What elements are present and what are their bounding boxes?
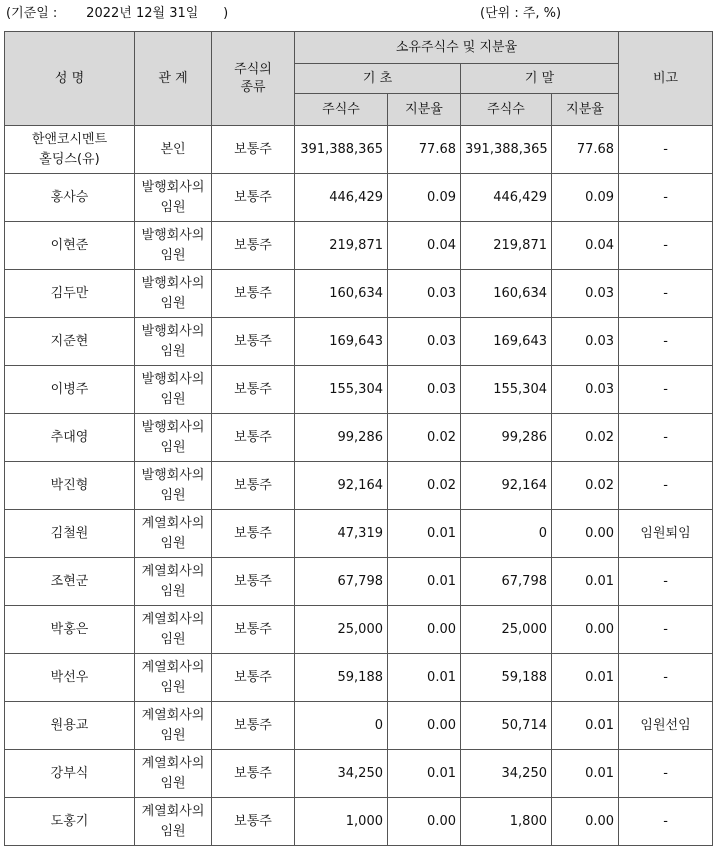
cell-note <box>619 366 713 414</box>
cell-begin-shares-text: 446,429 <box>329 189 383 205</box>
cell-end-ratio <box>552 654 619 702</box>
cell-end-ratio-text: 0.03 <box>585 381 615 397</box>
cell-end-shares <box>461 606 552 654</box>
cell-begin-ratio-text: 0.01 <box>427 525 456 541</box>
cell-stock-type <box>212 270 295 318</box>
cell-end-shares <box>461 702 552 750</box>
cell-begin-shares <box>295 654 388 702</box>
cell-name-text: 이병주 <box>50 381 89 397</box>
cell-end-shares <box>461 270 552 318</box>
cell-name <box>5 558 135 606</box>
cell-end-ratio-text: 0.02 <box>585 477 615 493</box>
cell-end-ratio-text: 0.00 <box>585 621 615 637</box>
cell-end-ratio-text: 0.01 <box>585 669 615 685</box>
table-row <box>5 174 713 222</box>
cell-note <box>619 798 713 846</box>
cell-name-text: 이현준 <box>50 237 89 253</box>
cell-end-shares <box>461 222 552 270</box>
cell-begin-shares-text: 59,188 <box>337 669 383 685</box>
header-stock-type-text: 주식의 종류 <box>234 61 272 95</box>
cell-end-ratio-text: 0.03 <box>585 333 615 349</box>
cell-note <box>619 462 713 510</box>
header-begin-ratio: 지분율 <box>388 94 461 126</box>
cell-stock-type <box>212 606 295 654</box>
cell-end-shares-text: 50,714 <box>501 717 547 733</box>
table-row <box>5 462 713 510</box>
cell-name-text: 지준현 <box>50 333 89 349</box>
cell-begin-ratio <box>388 462 461 510</box>
cell-note-text: - <box>663 381 668 397</box>
cell-name-text: 박홍은 <box>50 621 89 637</box>
cell-end-shares-text: 34,250 <box>501 765 547 781</box>
cell-stock-type-text: 보통주 <box>234 381 272 397</box>
header-ownership-group: 소유주식수 및 지분율 <box>295 32 619 64</box>
cell-stock-type <box>212 318 295 366</box>
cell-end-ratio <box>552 702 619 750</box>
cell-end-shares-text: 59,188 <box>501 669 547 685</box>
cell-begin-ratio <box>388 798 461 846</box>
cell-end-ratio <box>552 606 619 654</box>
cell-note <box>619 510 713 558</box>
cell-begin-shares <box>295 174 388 222</box>
cell-stock-type-text: 보통주 <box>234 765 272 781</box>
cell-begin-ratio-text: 0.01 <box>427 765 456 781</box>
table-row <box>5 798 713 846</box>
cell-stock-type-text: 보통주 <box>234 621 272 637</box>
header-stock-type <box>212 32 295 126</box>
cell-stock-type-text: 보통주 <box>234 525 272 541</box>
cell-end-shares-text: 0 <box>538 525 547 541</box>
cell-end-shares <box>461 510 552 558</box>
cell-relation-text: 계열회사의 임원 <box>141 755 205 791</box>
cell-note <box>619 702 713 750</box>
cell-begin-shares <box>295 126 388 174</box>
cell-name <box>5 654 135 702</box>
cell-begin-shares <box>295 510 388 558</box>
cell-stock-type <box>212 462 295 510</box>
cell-begin-shares <box>295 366 388 414</box>
cell-note-text: - <box>663 141 668 157</box>
cell-relation <box>135 270 212 318</box>
cell-relation-text: 발행회사의 임원 <box>141 323 205 359</box>
cell-name <box>5 174 135 222</box>
cell-begin-ratio <box>388 318 461 366</box>
table-row <box>5 702 713 750</box>
cell-relation-text: 발행회사의 임원 <box>141 179 205 215</box>
header-end: 기 말 <box>461 64 619 94</box>
cell-stock-type <box>212 126 295 174</box>
cell-relation-text: 본인 <box>160 141 186 157</box>
table-row <box>5 126 713 174</box>
cell-note <box>619 654 713 702</box>
cell-relation <box>135 654 212 702</box>
cell-begin-shares <box>295 462 388 510</box>
cell-end-ratio-text: 0.09 <box>585 189 615 205</box>
cell-note <box>619 270 713 318</box>
cell-end-shares <box>461 126 552 174</box>
cell-begin-shares <box>295 558 388 606</box>
cell-begin-shares <box>295 606 388 654</box>
unit-label: (단위 : 주, %) <box>480 6 562 21</box>
cell-note-text: 임원선임 <box>640 717 691 733</box>
cell-begin-ratio-text: 0.03 <box>427 381 456 397</box>
cell-end-ratio-text: 0.01 <box>585 573 615 589</box>
cell-relation <box>135 462 212 510</box>
cell-stock-type-text: 보통주 <box>234 669 272 685</box>
cell-end-shares-text: 391,388,365 <box>465 141 548 157</box>
cell-relation-text: 발행회사의 임원 <box>141 371 205 407</box>
base-date-label: (기준일 : 2022년 12월 31일 ) <box>6 6 229 21</box>
cell-stock-type-text: 보통주 <box>234 429 272 445</box>
cell-begin-shares-text: 1,000 <box>345 813 383 829</box>
cell-begin-shares-text: 25,000 <box>337 621 383 637</box>
cell-begin-shares <box>295 318 388 366</box>
cell-begin-ratio <box>388 702 461 750</box>
cell-name-text: 박진형 <box>50 477 89 493</box>
cell-stock-type <box>212 702 295 750</box>
cell-relation-text: 계열회사의 임원 <box>141 659 205 695</box>
header-name: 성 명 <box>5 32 135 126</box>
table-body <box>5 126 713 846</box>
cell-stock-type <box>212 558 295 606</box>
cell-begin-ratio-text: 77.68 <box>418 141 456 157</box>
cell-name-text: 김두만 <box>50 285 89 301</box>
cell-begin-ratio <box>388 750 461 798</box>
cell-begin-shares-text: 92,164 <box>337 477 383 493</box>
cell-stock-type <box>212 654 295 702</box>
cell-stock-type <box>212 750 295 798</box>
cell-end-shares-text: 155,304 <box>493 381 547 397</box>
cell-begin-ratio <box>388 558 461 606</box>
cell-name-text: 한앤코시멘트 홀딩스(유) <box>31 131 108 167</box>
cell-name <box>5 366 135 414</box>
cell-relation <box>135 798 212 846</box>
cell-name <box>5 798 135 846</box>
cell-name-text: 박선우 <box>50 669 89 685</box>
cell-begin-shares-text: 391,388,365 <box>300 141 383 157</box>
cell-name <box>5 702 135 750</box>
cell-name <box>5 462 135 510</box>
cell-begin-ratio <box>388 366 461 414</box>
header-row-1 <box>5 32 713 64</box>
cell-note <box>619 414 713 462</box>
cell-note-text: - <box>663 333 668 349</box>
cell-end-ratio <box>552 798 619 846</box>
cell-end-shares-text: 25,000 <box>501 621 547 637</box>
cell-end-shares <box>461 318 552 366</box>
header-begin-shares: 주식수 <box>295 94 388 126</box>
cell-end-ratio <box>552 222 619 270</box>
cell-begin-ratio-text: 0.00 <box>427 621 456 637</box>
cell-note-text: - <box>663 237 668 253</box>
cell-end-shares <box>461 366 552 414</box>
cell-name <box>5 750 135 798</box>
cell-begin-shares <box>295 702 388 750</box>
cell-relation <box>135 318 212 366</box>
cell-stock-type <box>212 798 295 846</box>
cell-stock-type-text: 보통주 <box>234 813 272 829</box>
cell-end-shares-text: 219,871 <box>493 237 547 253</box>
cell-name <box>5 126 135 174</box>
cell-relation-text: 계열회사의 임원 <box>141 515 205 551</box>
cell-name <box>5 510 135 558</box>
cell-begin-shares <box>295 750 388 798</box>
cell-begin-ratio <box>388 270 461 318</box>
cell-note <box>619 318 713 366</box>
cell-end-ratio-text: 0.03 <box>585 285 615 301</box>
cell-begin-shares-text: 67,798 <box>337 573 383 589</box>
table-row <box>5 558 713 606</box>
cell-end-shares <box>461 414 552 462</box>
cell-end-shares-text: 99,286 <box>501 429 547 445</box>
cell-end-ratio <box>552 366 619 414</box>
cell-begin-ratio <box>388 222 461 270</box>
table-row <box>5 654 713 702</box>
cell-note <box>619 222 713 270</box>
cell-stock-type-text: 보통주 <box>234 717 272 733</box>
cell-stock-type-text: 보통주 <box>234 189 272 205</box>
cell-begin-ratio-text: 0.00 <box>427 717 456 733</box>
cell-stock-type-text: 보통주 <box>234 573 272 589</box>
cell-stock-type-text: 보통주 <box>234 333 272 349</box>
cell-name <box>5 606 135 654</box>
cell-begin-ratio-text: 0.02 <box>427 477 456 493</box>
cell-relation-text: 발행회사의 임원 <box>141 419 205 455</box>
header-note: 비고 <box>619 32 713 126</box>
cell-begin-shares-text: 0 <box>374 717 383 733</box>
cell-note-text: - <box>663 189 668 205</box>
cell-end-ratio <box>552 558 619 606</box>
cell-relation-text: 계열회사의 임원 <box>141 563 205 599</box>
cell-note <box>619 126 713 174</box>
cell-end-shares-text: 446,429 <box>493 189 547 205</box>
cell-begin-ratio <box>388 174 461 222</box>
cell-begin-ratio <box>388 654 461 702</box>
header-begin: 기 초 <box>295 64 461 94</box>
shareholding-table <box>4 31 713 846</box>
cell-name-text: 홍사승 <box>50 189 89 205</box>
cell-name-text: 도홍기 <box>50 813 89 829</box>
header-end-ratio: 지분율 <box>552 94 619 126</box>
cell-stock-type-text: 보통주 <box>234 141 272 157</box>
cell-relation <box>135 606 212 654</box>
cell-begin-shares-text: 219,871 <box>329 237 383 253</box>
cell-relation-text: 계열회사의 임원 <box>141 803 205 839</box>
cell-end-ratio-text: 0.00 <box>585 525 615 541</box>
cell-begin-shares <box>295 798 388 846</box>
cell-name-text: 추대영 <box>50 429 89 445</box>
cell-note <box>619 750 713 798</box>
cell-begin-shares-text: 99,286 <box>337 429 383 445</box>
cell-begin-ratio-text: 0.01 <box>427 669 456 685</box>
cell-relation <box>135 414 212 462</box>
cell-relation-text: 발행회사의 임원 <box>141 467 205 503</box>
cell-begin-shares-text: 47,319 <box>337 525 383 541</box>
cell-relation-text: 계열회사의 임원 <box>141 707 205 743</box>
cell-stock-type <box>212 510 295 558</box>
cell-end-ratio <box>552 510 619 558</box>
cell-stock-type <box>212 222 295 270</box>
cell-end-ratio-text: 0.01 <box>585 717 615 733</box>
cell-end-ratio <box>552 318 619 366</box>
cell-begin-ratio <box>388 510 461 558</box>
table-row <box>5 510 713 558</box>
cell-name-text: 강부식 <box>50 765 89 781</box>
cell-note-text: - <box>663 285 668 301</box>
table-row <box>5 750 713 798</box>
header-relation: 관 계 <box>135 32 212 126</box>
header-end-shares: 주식수 <box>461 94 552 126</box>
table-row <box>5 270 713 318</box>
cell-end-shares <box>461 174 552 222</box>
table-header <box>5 32 713 126</box>
cell-name <box>5 318 135 366</box>
cell-note <box>619 558 713 606</box>
cell-name <box>5 414 135 462</box>
cell-end-ratio <box>552 462 619 510</box>
cell-begin-shares <box>295 414 388 462</box>
cell-begin-ratio <box>388 126 461 174</box>
cell-note <box>619 606 713 654</box>
cell-end-shares <box>461 558 552 606</box>
table-row <box>5 318 713 366</box>
cell-begin-ratio-text: 0.00 <box>427 813 456 829</box>
cell-begin-shares <box>295 270 388 318</box>
table-row <box>5 414 713 462</box>
cell-relation <box>135 366 212 414</box>
cell-end-ratio <box>552 414 619 462</box>
cell-end-shares <box>461 750 552 798</box>
cell-relation <box>135 558 212 606</box>
cell-relation <box>135 750 212 798</box>
cell-note-text: - <box>663 621 668 637</box>
cell-relation <box>135 222 212 270</box>
cell-begin-ratio-text: 0.01 <box>427 573 456 589</box>
cell-end-shares <box>461 654 552 702</box>
cell-end-shares <box>461 462 552 510</box>
cell-begin-ratio-text: 0.03 <box>427 285 456 301</box>
cell-end-ratio-text: 0.00 <box>585 813 615 829</box>
cell-end-shares-text: 67,798 <box>501 573 547 589</box>
cell-end-shares <box>461 798 552 846</box>
table-row <box>5 606 713 654</box>
cell-name <box>5 270 135 318</box>
cell-stock-type <box>212 174 295 222</box>
cell-end-ratio <box>552 270 619 318</box>
cell-stock-type <box>212 366 295 414</box>
cell-relation-text: 발행회사의 임원 <box>141 275 205 311</box>
cell-begin-ratio <box>388 414 461 462</box>
cell-stock-type-text: 보통주 <box>234 237 272 253</box>
cell-end-shares-text: 169,643 <box>493 333 547 349</box>
cell-end-shares-text: 1,800 <box>509 813 547 829</box>
cell-begin-ratio-text: 0.02 <box>427 429 456 445</box>
cell-note-text: 임원퇴임 <box>640 525 691 541</box>
cell-end-ratio-text: 0.01 <box>585 765 615 781</box>
cell-note <box>619 174 713 222</box>
cell-begin-shares-text: 34,250 <box>337 765 383 781</box>
cell-stock-type-text: 보통주 <box>234 477 272 493</box>
cell-begin-shares <box>295 222 388 270</box>
cell-note-text: - <box>663 813 668 829</box>
cell-begin-ratio-text: 0.03 <box>427 333 456 349</box>
cell-begin-ratio <box>388 606 461 654</box>
cell-end-ratio <box>552 174 619 222</box>
cell-note-text: - <box>663 429 668 445</box>
cell-begin-ratio-text: 0.09 <box>427 189 456 205</box>
cell-begin-shares-text: 169,643 <box>329 333 383 349</box>
cell-end-ratio-text: 77.68 <box>576 141 615 157</box>
cell-stock-type-text: 보통주 <box>234 285 272 301</box>
table-row <box>5 222 713 270</box>
cell-name-text: 김철원 <box>50 525 89 541</box>
cell-name-text: 조현군 <box>50 573 89 589</box>
cell-end-shares-text: 160,634 <box>493 285 547 301</box>
cell-note-text: - <box>663 765 668 781</box>
table-row <box>5 366 713 414</box>
cell-relation <box>135 510 212 558</box>
header-line <box>6 4 714 24</box>
cell-begin-shares-text: 155,304 <box>329 381 383 397</box>
cell-relation <box>135 174 212 222</box>
cell-end-ratio-text: 0.02 <box>585 429 615 445</box>
cell-note-text: - <box>663 477 668 493</box>
cell-note-text: - <box>663 669 668 685</box>
cell-end-ratio <box>552 750 619 798</box>
cell-relation-text: 발행회사의 임원 <box>141 227 205 263</box>
cell-note-text: - <box>663 573 668 589</box>
cell-relation <box>135 702 212 750</box>
cell-name-text: 원용교 <box>50 717 89 733</box>
cell-end-ratio <box>552 126 619 174</box>
cell-begin-shares-text: 160,634 <box>329 285 383 301</box>
cell-stock-type <box>212 414 295 462</box>
cell-relation-text: 계열회사의 임원 <box>141 611 205 647</box>
cell-name <box>5 222 135 270</box>
cell-begin-ratio-text: 0.04 <box>427 237 456 253</box>
cell-end-shares-text: 92,164 <box>501 477 547 493</box>
cell-relation <box>135 126 212 174</box>
cell-end-ratio-text: 0.04 <box>585 237 615 253</box>
